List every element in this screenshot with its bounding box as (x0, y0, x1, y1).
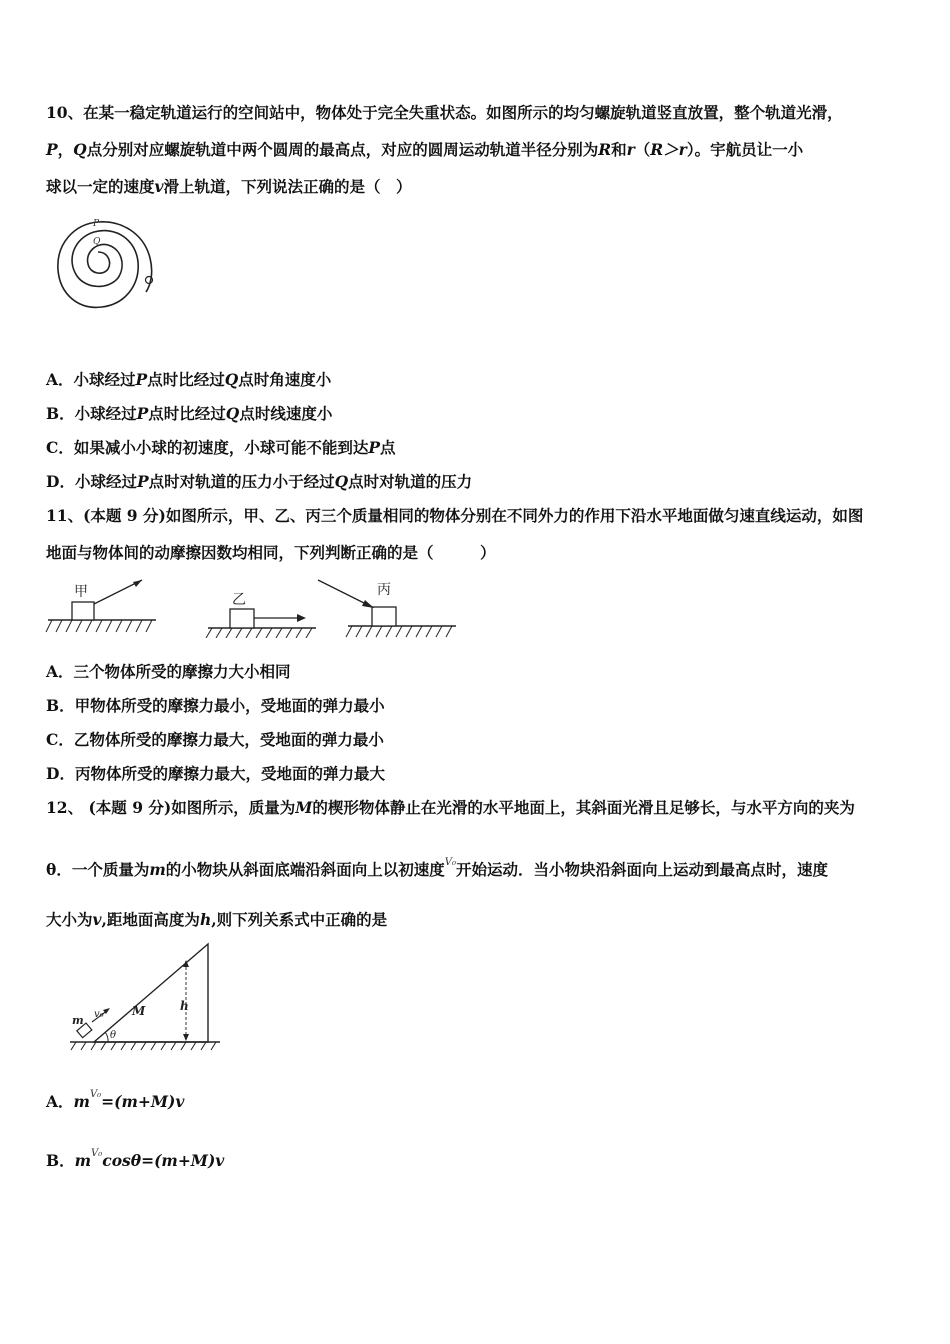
q11-option-a: A．三个物体所受的摩擦力大小相同 (46, 662, 291, 681)
block-yi (230, 609, 254, 628)
q12-option-b: B．$m^{V_0}\cos\theta=(m+M)v$ (46, 1148, 225, 1170)
q12-line2: θ．一个质量为m的小物块从斜面底端沿斜面向上以初速度$^{V_0}$开始运动．当小物块沿斜面向上运动到最高点时，速度 (46, 857, 829, 879)
label-theta: θ (110, 1030, 117, 1041)
spiral-track-figure (50, 214, 170, 338)
q11-option-b: B．甲物体所受的摩擦力最小，受地面的弹力最小 (46, 696, 385, 715)
block-jia (72, 602, 94, 620)
q11-option-c: C．乙物体所受的摩擦力最大，受地面的弹力最小 (46, 730, 384, 749)
label-big-m: M (132, 1004, 146, 1018)
label-h: h (180, 999, 189, 1013)
label-v0: v₀ (94, 1009, 104, 1020)
block-bing (372, 607, 396, 626)
label-m: m (72, 1014, 84, 1027)
block-jia-group (46, 580, 156, 632)
q10-line1: 10、在某一稳定轨道运行的空间站中，物体处于完全失重状态。如图所示的均匀螺旋轨道竖直放置，整个轨道光滑， (46, 103, 843, 122)
q11-line1: 11、(本题 9 分)如图所示，甲、乙、丙三个质量相同的物体分别在不同外力的作用下沿水平地面做匀速直线运动，如图 (46, 506, 864, 525)
label-bing: 丙 (377, 582, 391, 598)
q10-line3: 球以一定的速度v滑上轨道，下列说法正确的是（ ） (46, 177, 412, 196)
label-jia: 甲 (74, 584, 88, 600)
wedge (94, 944, 208, 1042)
label-yi: 乙 (232, 592, 246, 608)
three-blocks-figure (44, 576, 460, 638)
q10-option-a: A．小球经过P点时比经过Q点时角速度小 (46, 370, 332, 389)
block-bing-group (318, 580, 456, 637)
q12-line3: 大小为v,距地面高度为h,则下列关系式中正确的是 (46, 910, 388, 929)
spiral-track (58, 222, 152, 308)
q10-option-c: C．如果减小小球的初速度，小球可能不能到达P点 (46, 438, 396, 457)
q10-option-b: B．小球经过P点时比经过Q点时线速度小 (46, 404, 333, 423)
q11-option-d: D．丙物体所受的摩擦力最大，受地面的弹力最大 (46, 764, 385, 783)
fig-label-p: P (93, 219, 100, 229)
q10-option-d: D．小球经过P点时对轨道的压力小于经过Q点时对轨道的压力 (46, 472, 473, 491)
q12-option-a: A．$m^{V_0}=(m+M)v$ (46, 1089, 185, 1111)
wedge-figure (66, 940, 226, 1054)
q10-line2: P，Q点分别对应螺旋轨道中两个圆周的最高点，对应的圆周运动轨道半径分别为R和r（R＞r）。宇航员让一小 (46, 140, 804, 159)
q11-line2: 地面与物体间的动摩擦因数均相同，下列判断正确的是（ ） (46, 543, 496, 562)
q12-line1: 12、 (本题 9 分)如图所示，质量为M的楔形物体静止在光滑的水平地面上，其斜面光滑且足够长，与水平方向的夹为 (46, 798, 855, 817)
fig-label-q: Q (93, 237, 101, 247)
block-yi-group (206, 592, 316, 638)
